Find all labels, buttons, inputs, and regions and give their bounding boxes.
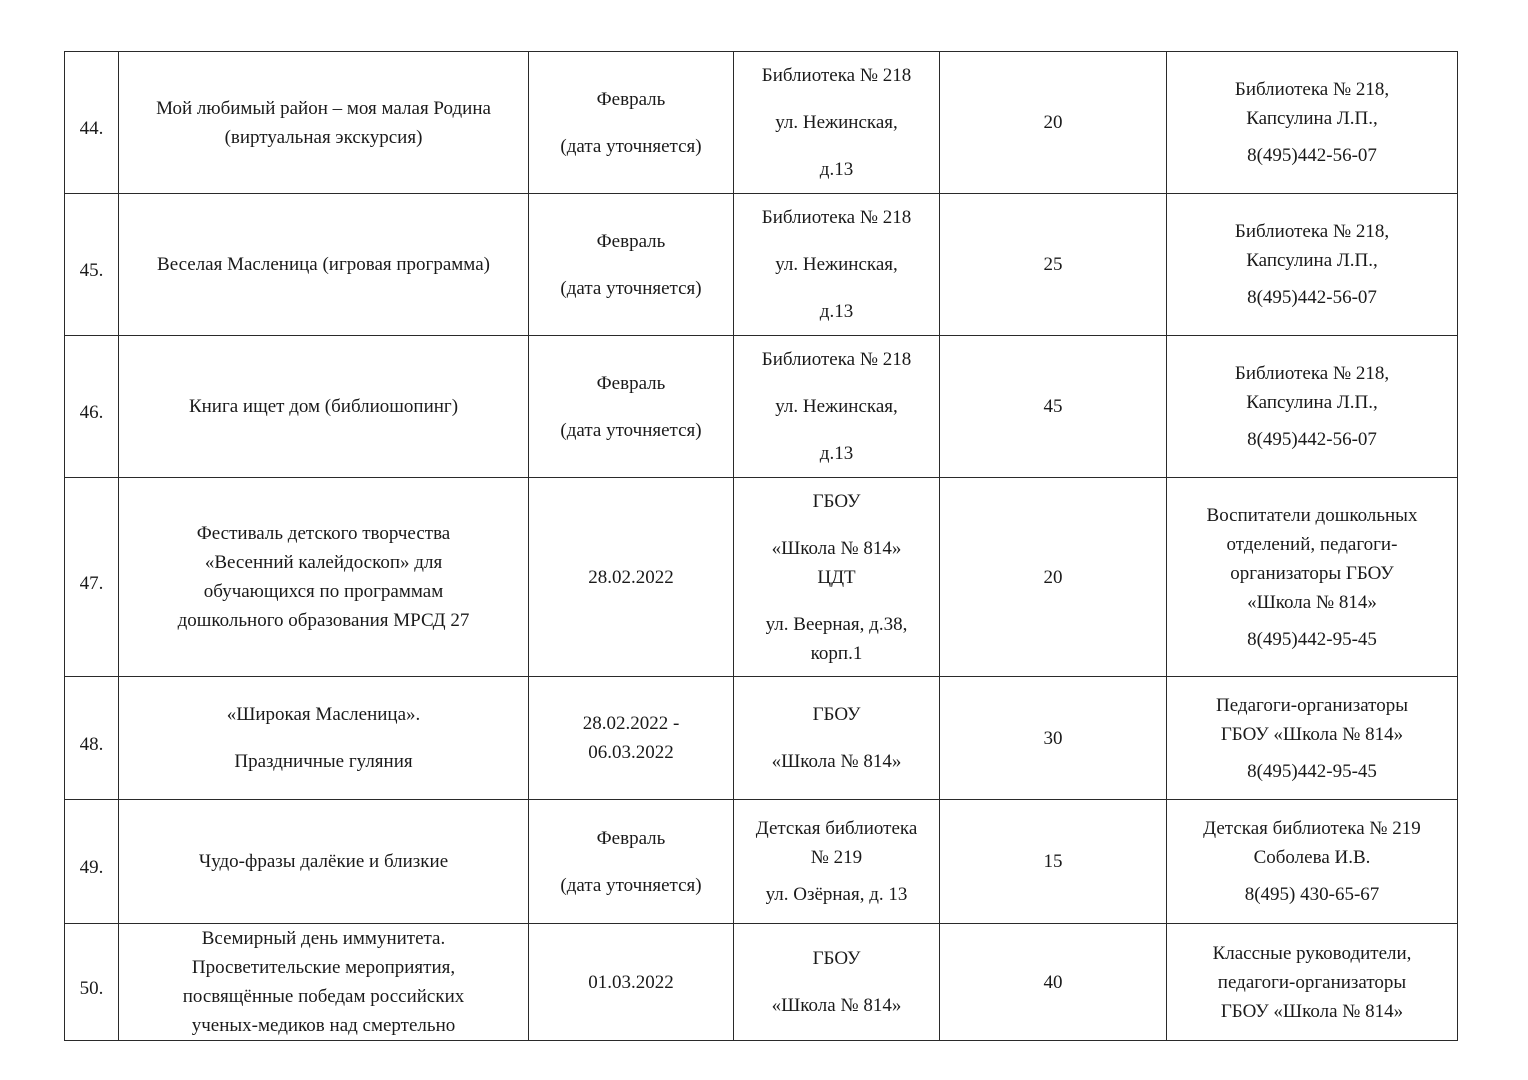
event-title: Всемирный день иммунитета. Просветительские мероприятия, посвящённые победам российских ученых-медиков над смертельно [119,924,529,1041]
event-date: Февраль (дата уточняется) [529,52,734,194]
event-place: ГБОУ «Школа № 814» [734,677,940,800]
event-date: Февраль (дата уточняется) [529,194,734,336]
row-number: 50. [65,924,119,1041]
event-title: Чудо-фразы далёкие и близкие [119,800,529,924]
events-table [64,51,1458,1041]
event-place: Библиотека № 218 ул. Нежинская, д.13 [734,52,940,194]
participants-count: 40 [940,924,1167,1041]
event-date: Февраль (дата уточняется) [529,800,734,924]
participants-count: 30 [940,677,1167,800]
participants-count: 15 [940,800,1167,924]
table-row [65,194,1458,336]
event-place: Библиотека № 218 ул. Нежинская, д.13 [734,336,940,478]
row-number: 49. [65,800,119,924]
event-date: 28.02.2022 [529,478,734,677]
row-number: 47. [65,478,119,677]
participants-count: 20 [940,52,1167,194]
responsible-contact: Воспитатели дошкольных отделений, педагоги- организаторы ГБОУ «Школа № 814» 8(495)442-95-45 [1167,478,1458,677]
participants-count: 25 [940,194,1167,336]
event-place: ГБОУ «Школа № 814» ЦДТ ул. Веерная, д.38, корп.1 [734,478,940,677]
table-row [65,924,1458,1041]
row-number: 44. [65,52,119,194]
event-date: 01.03.2022 [529,924,734,1041]
table-row [65,336,1458,478]
row-number: 46. [65,336,119,478]
event-place: ГБОУ «Школа № 814» [734,924,940,1041]
responsible-contact: Классные руководители, педагоги-организаторы ГБОУ «Школа № 814» [1167,924,1458,1041]
event-title: Книга ищет дом (библиошопинг) [119,336,529,478]
participants-count: 45 [940,336,1167,478]
responsible-contact: Библиотека № 218, Капсулина Л.П., 8(495)442-56-07 [1167,194,1458,336]
event-date: 28.02.2022 - 06.03.2022 [529,677,734,800]
event-title: «Широкая Масленица». Праздничные гуляния [119,677,529,800]
row-number: 45. [65,194,119,336]
table-row [65,52,1458,194]
event-place: Библиотека № 218 ул. Нежинская, д.13 [734,194,940,336]
responsible-contact: Библиотека № 218, Капсулина Л.П., 8(495)442-56-07 [1167,52,1458,194]
event-date: Февраль (дата уточняется) [529,336,734,478]
row-number: 48. [65,677,119,800]
table-row [65,800,1458,924]
event-place: Детская библиотека № 219 ул. Озёрная, д. 13 [734,800,940,924]
table-row [65,478,1458,677]
responsible-contact: Библиотека № 218, Капсулина Л.П., 8(495)442-56-07 [1167,336,1458,478]
event-title: Фестиваль детского творчества «Весенний калейдоскоп» для обучающихся по программам дошкольного образования МРСД 27 [119,478,529,677]
participants-count: 20 [940,478,1167,677]
event-title: Мой любимый район – моя малая Родина (виртуальная экскурсия) [119,52,529,194]
responsible-contact: Детская библиотека № 219 Соболева И.В. 8(495) 430-65-67 [1167,800,1458,924]
responsible-contact: Педагоги-организаторы ГБОУ «Школа № 814» 8(495)442-95-45 [1167,677,1458,800]
table-row [65,677,1458,800]
event-title: Веселая Масленица (игровая программа) [119,194,529,336]
